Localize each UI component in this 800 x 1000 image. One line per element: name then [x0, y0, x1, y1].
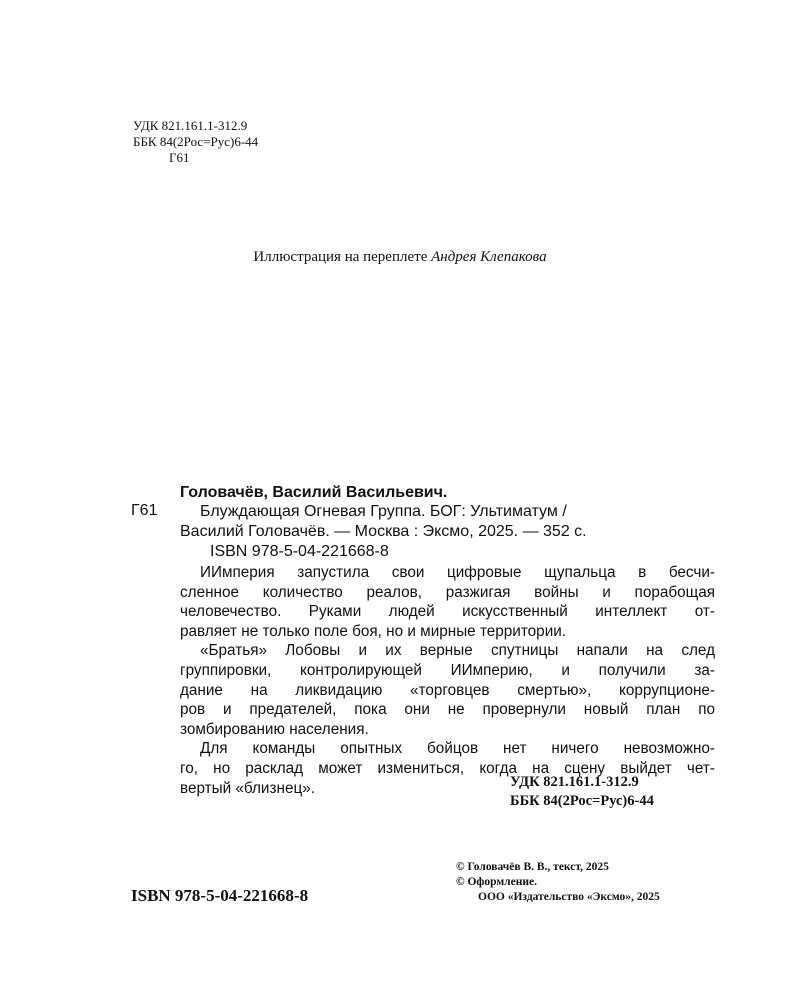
illustration-artist: Андрея Клепакова: [431, 249, 547, 265]
annotation-line: ров и предателей, пока они не провернули новый план по: [180, 701, 715, 719]
top-author-mark: Г61: [169, 150, 190, 165]
copyright-block: [456, 860, 660, 905]
annotation: [180, 563, 715, 798]
top-classification-codes: [133, 118, 258, 166]
bottom-udk-code: УДК 821.161.1-312.9: [510, 774, 639, 790]
annotation-line: го, но расклад может измениться, когда на сцену выйдет чет-: [180, 759, 715, 777]
author-heading: Головачёв, Василий Васильевич.: [180, 484, 448, 501]
copyright-design: © Оформление.: [456, 876, 537, 888]
annotation-line: сленное количество реалов, разжигая войны и порабощая: [180, 583, 715, 601]
copyright-text: © Головачёв В. В., текст, 2025: [456, 861, 609, 873]
isbn-bottom: ISBN 978-5-04-221668-8: [131, 886, 309, 905]
catalog-code: Г61: [131, 502, 158, 519]
annotation-line: дание на ликвидацию «торговцев смертью», коррупционе-: [180, 681, 715, 699]
annotation-line: Для команды опытных бойцов нет ничего невозможно-: [200, 740, 715, 758]
copyright-publisher: ООО «Издательство «Эксмо», 2025: [478, 891, 660, 903]
title-line-1: Блуждающая Огневая Группа. БОГ: Ультиматум /: [200, 503, 567, 520]
title-line-2: Василий Головачёв. — Москва : Эксмо, 2025. — 352 с.: [180, 523, 587, 540]
annotation-line: равляет не только поле боя, но и мирные территории.: [180, 622, 567, 640]
annotation-line: вертый «близнец».: [180, 779, 315, 797]
annotation-line: группировки, контролирующей ИИмперию, и получили за-: [180, 661, 715, 679]
annotation-line: зомбированию населения.: [180, 720, 369, 738]
illustration-credit-prefix: Иллюстрация на переплете: [253, 249, 428, 265]
top-udk-code: УДК 821.161.1-312.9: [133, 118, 248, 133]
top-bbk-code: ББК 84(2Рос=Рус)6-44: [133, 134, 259, 149]
book-entry: [180, 502, 587, 562]
catalog-isbn: ISBN 978-5-04-221668-8: [210, 543, 389, 560]
annotation-line: человечество. Руками людей искусственный интеллект от-: [180, 603, 715, 621]
bottom-classification-codes: [510, 773, 654, 811]
bottom-bbk-code: ББК 84(2Рос=Рус)6-44: [510, 793, 654, 809]
annotation-line: «Братья» Лобовы и их верные спутницы напали на след: [200, 642, 715, 660]
illustration-credit: [0, 249, 800, 266]
annotation-line: ИИмперия запустила свои цифровые щупальца в бесчи-: [200, 564, 715, 581]
